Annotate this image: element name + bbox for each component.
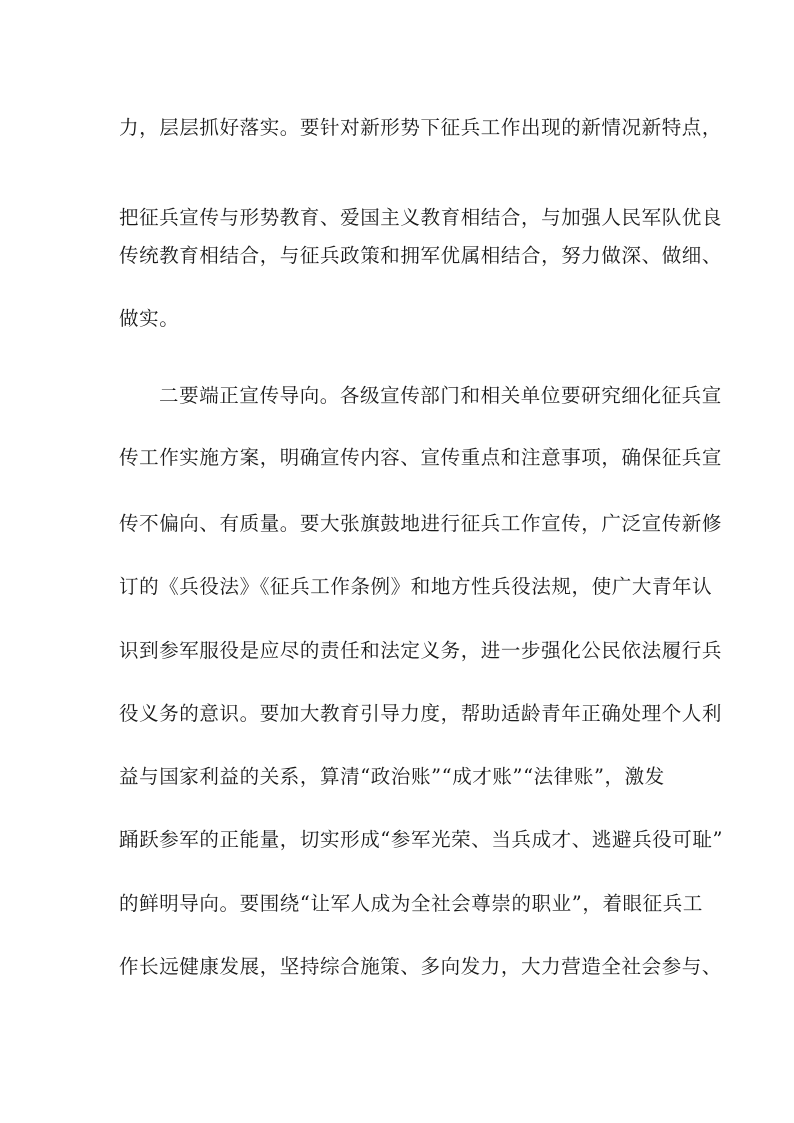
paragraph-1-line-1: 力，层层抓好落实。要针对新形势下征兵工作出现的新情况新特点，: [119, 116, 723, 139]
paragraph-1-line-2: 把征兵宣传与形势教育、爱国主义教育相结合，与加强人民军队优良: [119, 206, 723, 229]
paragraph-2-line-3: 传不偏向、有质量。要大张旗鼓地进行征兵工作宣传，广泛宣传新修: [119, 512, 723, 535]
paragraph-2-line-2: 传工作实施方案，明确宣传内容、宣传重点和注意事项，确保征兵宣: [119, 446, 723, 469]
paragraph-2-line-4: 订的《兵役法》《征兵工作条例》和地方性兵役法规，使广大青年认: [119, 575, 713, 598]
paragraph-2-line-10: 作长远健康发展，坚持综合施策、多向发力，大力营造全社会参与、: [119, 955, 723, 978]
paragraph-1-line-4: 做实。: [119, 307, 180, 330]
paragraph-2-line-8: 踊跃参军的正能量，切实形成“参军光荣、当兵成才、逃避兵役可耻”: [119, 828, 724, 851]
paragraph-2-line-6: 役义务的意识。要加大教育引导力度，帮助适龄青年正确处理个人利: [119, 702, 723, 725]
paragraph-2-line-7: 益与国家利益的关系，算清“政治账”“成才账”“法律账”，激发: [119, 765, 665, 788]
paragraph-2-line-9: 的鲜明导向。要围绕“让军人成为全社会尊崇的职业”，着眼征兵工: [119, 892, 703, 915]
paragraph-2-line-1: 二要端正宣传导向。各级宣传部门和相关单位要研究细化征兵宣: [159, 384, 722, 407]
paragraph-1-line-3: 传统教育相结合，与征兵政策和拥军优属相结合，努力做深、做细、: [119, 244, 723, 267]
paragraph-2-line-5: 识到参军服役是应尽的责任和法定义务，进一步强化公民依法履行兵: [119, 639, 723, 662]
